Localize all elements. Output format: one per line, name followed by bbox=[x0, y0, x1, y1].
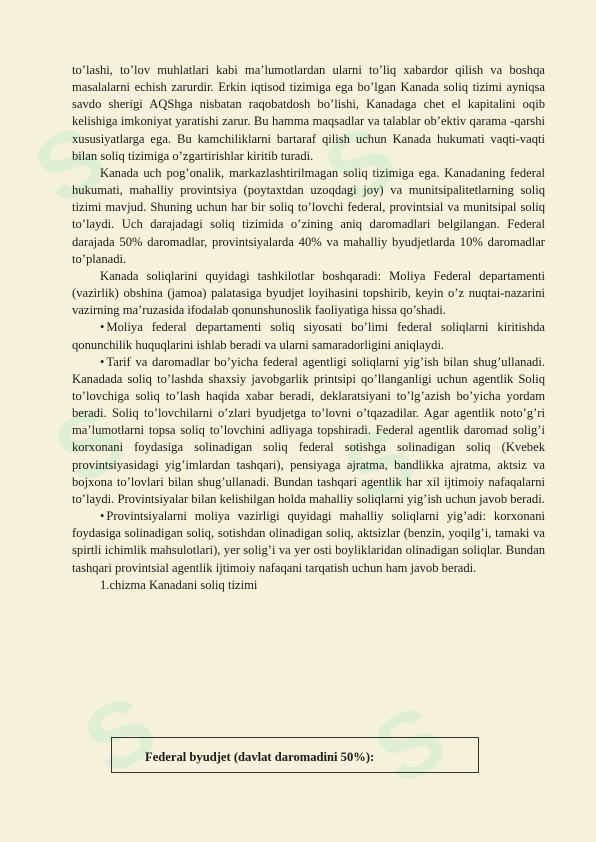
bullet-paragraph bbox=[72, 319, 545, 353]
bullet-text: Moliya federal departamenti soliq siyosati bo’limi federal soliqlarni kiritishda qonunchilik huquqlarini ishlab beradi va ularni samaradorligini aniqlaydi. bbox=[72, 320, 545, 352]
document-body bbox=[72, 62, 545, 594]
bullet-icon: • bbox=[100, 320, 105, 335]
watermark-glyph: S bbox=[357, 687, 461, 805]
paragraph: Kanada soliqlarini quyidagi tashkilotlar boshqaradi: Moliya Federal departamenti (vazirlik) obshina (jamoa) palatasiga byudjet loyihasini topshirib, keyin o’z nuqtai-nazarini vazirning ma’ruzasida ifodalab qonunshunoslik faoliyatiga hissa qo’shadi. bbox=[72, 268, 545, 318]
diagram-box bbox=[111, 737, 479, 773]
bullet-icon: • bbox=[100, 354, 105, 369]
figure-caption: 1.chizma Kanadani soliq tizimi bbox=[100, 577, 258, 592]
watermark-glyph: S bbox=[67, 677, 171, 795]
paragraph: Kanada uch pog’onalik, markazlashtirilmagan soliq tizimiga ega. Kanadaning federal hukumati, mahalliy provintsiya (poytaxtdan uzoqdagi joy) va munitsipalitetlarning soliq tizimi mavjud. Shuning uchun har bir soliq to’lovchi federal, provintsial va munitsipal soliq to’laydi. Uch darajadagi soliq tizimida o’zining aniq daromadlari belgilangan. Federal darajada 50% daromadlar, provintsiyalarda 40% va mahalliy byudjetlarda 10% daromadlar to’planadi. bbox=[72, 165, 545, 266]
bullet-paragraph bbox=[72, 508, 545, 577]
watermark-glyph: S bbox=[17, 107, 121, 225]
watermark-glyph: S bbox=[37, 387, 141, 505]
diagram-box-title: Federal byudjet (davlat daromadini 50%): bbox=[145, 750, 375, 764]
bullet-text: Provintsiyalarni moliya vazirligi quyidagi mahalliy soliqlarni yig’adi: korxonani foydasiga solinadigan soliq, sotishdan olinadigan soliq, aktsizlar (benzin, yoqilg’i, tamaki va spirtli ichimlik mahsulotlari), yer solig’i va yer osti boyliklaridan olinadigan soliqlar. Bundan tashqari provintsial agentlik ijtimoiy nafaqani tarqatish uchun ham javob beradi. bbox=[72, 509, 545, 575]
bullet-icon: • bbox=[100, 509, 105, 524]
bullet-paragraph bbox=[72, 354, 545, 508]
watermark-glyph: S bbox=[307, 107, 411, 225]
bullet-text: Tarif va daromadlar bo’yicha federal agentligi soliqlarni yig’ish bilan shug’ullanadi. Kanadada soliq to’lashda shaxsiy javobgarlik printsipi qo’llanganligi uchun agentlik Soliq to’lovchiga soliq to’lash haqida xabar beradi, deklaratsiyani to’lg’azish bo’yicha yordam beradi. Soliq to’lovchilarni o’zlari byudjetga to’lovni o’tqazadilar. Agar agentlik noto’g’ri ma’lumotlarni topsa soliq to’lovchini adliyaga topshiradi. Federal agentlik daromad solig’i korxonani foydasiga solinadigan soliq federal sotishga solinadigan soliq (Kvebek provintsiyasidagi yig’imlardan tashqari), pensiyaga ajratma, bandlikka ajratma, aktsiz va bojxona to’lovlari bilan shug’ullanadi. Bundan tashqari agentlik har xil ijtimoiy nafaqalarni to’laydi. Provintsiyalar bilan kelishilgan holda mahalliy soliqlarni yig’ish uchun javob beradi. bbox=[72, 354, 545, 506]
watermark-glyph: S bbox=[327, 407, 431, 525]
paragraph: to’lashi, to’lov muhlatlari kabi ma’lumotlardan ularni to’liq xabardor qilish va boshqa masalalarni echish zarurdir. Erkin iqtisod tizimiga ega bo’lgan Kanada soliq tizimi ayniqsa savdo sherigi AQShga nisbatan raqobatdosh bo’lishi, Kanadaga chet el kapitalini oqib kelishiga imkoniyat yaratishi zarur. Bu hamma maqsadlar va talablar ob’ektiv qarama -qarshi xususiyatlarga ega. Bu kamchiliklarni bartaraf qilish uchun Kanada hukumati vaqti-vaqti bilan soliq tizimiga o’zgartirishlar kiritib turadi. bbox=[72, 63, 545, 163]
